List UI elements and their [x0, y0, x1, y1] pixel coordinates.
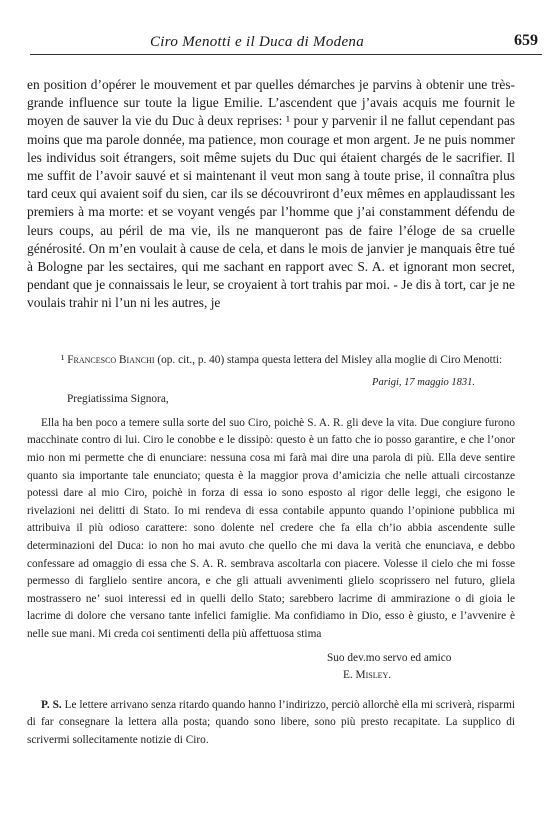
letter-salutation: Pregiatissima Signora, [67, 393, 169, 406]
letter-body: Ella ha ben poco a temere sulla sorte del suo Ciro, poichè S. A. R. gli deve la vita. Due congiure furono macchinate contro di lui. Ciro le conobbe e le dissipò: questo è un fatto che io posso garantire, e che l’onor mio non mi permette che di enunciare: nessuna cosa mi farà mai dire una parola di più. Ella deve sentire quanto sia importante tale enunciato; questa è la maggior prova d’amicizia che nelle attuali circostanze potessi dare al mio Ciro, poichè in forza di essa io sono esposto al rigor delle leggi, che esigono le rivelazioni nei delitti di Stato. Io mi rendeva di essa contabile appunto quando l’opinione pubblica mi attribuiva il più odioso carattere: sono dolente nel credere che fa ella ch’io abbia ascendente sulle determinazioni del Duca: io non ho mai avuto che quello che mi dava la verità che enunciava, e debbo confessare ad omaggio di essa che S. A. R. sembrava ascoltarla con piacere. Volesse il cielo che mi fosse permesso di farglielo sentire ancora, e che gli attuali avvenimenti glielo scoprissero nel futuro, gliela mostrassero ne’ suoi interessi ed in quelli dello Stato; sarebbero lacrime di ammirazione o di gioia le lacrime di dolore che versano tante infelici famiglie. Ma confidiamo in Dio, esso è giusto, e l’avvenire è nelle sue mani. Mi creda coi sentimenti della più affettuosa stima [27, 416, 515, 640]
main-paragraph: en position d’opérer le mouvement et par quelles démarches je parvins à obtenir une très-grande influence sur toute la ligue Emilie. L’ascendent que j’avais acquis me fournit le moyen de sauver la vie du Duc à deux reprises: ¹ pour y parvenir il ne fallut cependant pas moins que ma parole donnée, ma patience, mon courage et mon argent. Je ne puis nommer les individus soit étrangers, soit même sujets du Duc qui étaient chargés de le sacrifier. Il me suffit de l’avoir sauvé et si maintenant il veut mon sang à toute prise, il connaîtra plus tard ceux qui avaient soif du sien, car ils se découvriront d’eux mêmes en applaudissant les premiers à ma morte: et se voyant vengés par l’homme que j’ai constamment défendu de leurs coups, au péril de ma vie, ils ne manqueront pas de faire l’éloge de sa cruelle générosité. On m’en voulait à cause de cela, et dans le mois de janvier je manquais être tué à Bologne par les sectaires, qui me sachant en rapport avec S. A. et ignorant mon secret, pendant que je connaissais le leur, se croyaient à tort trahis par moi. - Je dis à tort, car je ne voulais trahir ni l’un ni les autres, je [27, 77, 515, 311]
running-title: Ciro Menotti e il Duca di Modena [150, 34, 365, 50]
footnote [27, 352, 515, 749]
postscript [27, 697, 515, 750]
letter-signature: E. Misley. [343, 669, 392, 682]
postscript-label: P. S. [41, 698, 62, 711]
footnote-marker: ¹ [61, 354, 65, 366]
footnote-author: Francesco Bianchi [67, 354, 155, 366]
postscript-text: Le lettere arrivano senza ritardo quando hanno l’indirizzo, perciò allorchè ella mi scriverà, risparmi di far consegnare la lettera alla posta; quando sono libere, sono più presto recapitate. La supplico di scrivermi sollecitamente notizie di Ciro. [27, 698, 516, 746]
letter-date: Parigi, 17 maggio 1831. [372, 376, 475, 388]
footnote-intro-text: (op. cit., p. 40) stampa questa lettera del Misley alla moglie di Ciro Menotti: [157, 354, 503, 366]
letter-closing: Suo dev.mo servo ed amico [327, 651, 452, 664]
footnote-intro [27, 352, 515, 370]
page-header [30, 32, 542, 55]
page-number: 659 [514, 32, 538, 49]
